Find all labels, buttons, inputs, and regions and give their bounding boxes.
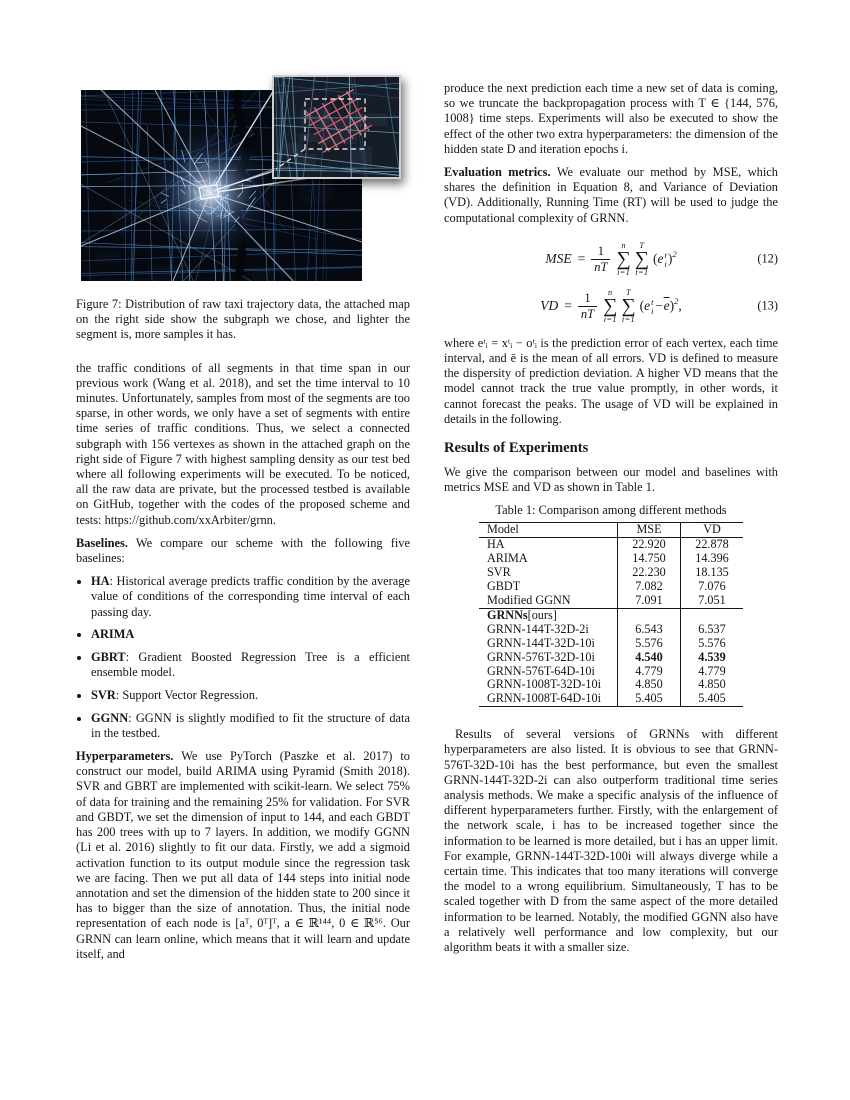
equation-vd [444,283,778,330]
vd-cell: 7.051 [681,594,744,608]
equals-sign: = [564,298,572,314]
header-vd: VD [681,523,744,538]
vd-cell: 5.405 [681,692,744,706]
sigma-icon: ∑ [616,247,631,270]
sum-symbol: n ∑ i=1 [616,240,631,277]
mse-cell [618,608,681,622]
subgraph-inset-map [274,77,399,177]
mse-cell: 5.405 [618,692,681,706]
table-row [479,678,743,692]
model-cell: GRNN-576T-64D-10i [487,663,595,678]
list-item-arima [91,627,410,642]
mse-cell: 4.540 [618,651,681,665]
equals-sign: = [577,251,586,267]
equation-number: (13) [757,298,778,313]
hyperparameters-text: We use PyTorch (Paszke et al. 2017) to construct our model, build ARIMA using Pyramid (Smith 2018). SVR and GBRT are implemented with scikit-learn. We select 75% of data for training and the remaining 25% for validation. For SVR and GBDT, we set the dimension of input to 144, and each GBDT has 200 trees with up to 7 layers. In addition, we modify GGNN (Li et al. 2016) slightly to fit our data. Firstly, we add a sigmoid activation function to its output module since the regression task we are facing. Then we put all data of 144 steps into initial node annotation and set the dimension of the hidden state to 200 since it has to bigger than the size of annotation. Thus, the initial node representation of each node is [aᵀ, 0ᵀ]ᵀ, a ∈ ℝ¹⁴⁴, 0 ∈ ℝ⁵⁶. Our GRNN can learn online, which means that it will learn and update itself, and [76,749,410,961]
list-item-gbrt [91,650,410,680]
baseline-term: GBRT [91,650,126,665]
model-cell: GRNN-144T-32D-10i [487,635,595,650]
table-row [479,566,743,580]
equations-block [444,236,778,330]
table-row [479,580,743,594]
right-column [444,81,778,963]
sum-symbol: T ∑ t=1 [621,287,636,324]
paragraph-results-analysis: Results of several versions of GRNNs with different hyperparameters are also listed. It is obvious to see that GRNN-576T-32D-10i has the best performance, but even the smallest GRNN-144T-32D-2i can also outperform traditional time series analysis methods. We make a specific analysis of the influence of different hyperparameters further. Firstly, with the enlargement of the network scale, i has to be increased together since the information to be learned is more detailed, but i has an upper limit. For example, GRNN-144T-32D-100i will always diverge while a certain time. This indicates that too many iterations will converge the model to a wrong equilibrium. Simultaneously, T has to be scaled together with D from the same aspect of the more detailed information to be learned. Notably, the modified GGNN also have a relatively well performance and low complexity, but our algorithm beats it with a smaller size. [444,727,778,955]
figure-7 [76,78,410,343]
vd-cell: 22.878 [681,538,744,552]
baseline-term: GGNN [91,710,129,725]
vd-cell [681,608,744,622]
model-cell: GRNNs[ours] [487,607,557,622]
fraction: $\frac{1}{nT}$ [578,291,597,321]
eq-lhs: MSE [545,251,572,267]
eq-term: ( e t i ) 2 [653,249,677,270]
paragraph-baselines [76,536,410,566]
table-row [479,623,743,637]
eq-lhs: VD [540,298,559,314]
model-cell: ARIMA [487,551,528,566]
sigma-icon: ∑ [621,294,636,317]
table-header-row [479,523,743,538]
baselines-lead: Baselines. [76,535,128,550]
baselines-list [76,574,410,741]
mse-cell: 5.576 [618,637,681,651]
baseline-desc: : Historical average predicts traffic condition by the average value of conditions of the corresponding time interval of each passing day. [91,574,410,619]
table-1-caption: Table 1: Comparison among different methods [495,503,727,518]
model-cell: Modified GGNN [487,592,571,607]
paragraph-vd-definition: where eᵗᵢ = xᵗᵢ − oᵗᵢ is the prediction error of each vertex, each time interval, and ē is the mean of all errors. VD is defined to measure the dispersity of prediction deviation. A higher VD means that the model cannot track the true value promptly, in other words, it cannot forecast the peaks. The usage of VD will be explained in details in the following. [444,335,778,426]
paragraph-hyperparameters [76,749,410,962]
header-mse: MSE [618,523,681,538]
figure-7-artwork [76,78,410,284]
comparison-table [479,522,743,707]
hyperparameters-lead: Hyperparameters. [76,749,174,764]
baseline-desc: : GGNN is slightly modified to fit the structure of data in the testbed. [91,710,410,740]
model-cell: GRNN-144T-32D-2i [487,621,589,636]
table-group-row [479,608,743,622]
paragraph-testbed: the traffic conditions of all segments in that time span in our previous work (Wang et al. 2018), and set the time interval to 10 minutes. Unfortunately, samples from most of the segments are too sparse, in other words, we only have a set of segments with entire time series of traffic conditions. Thus, we select a connected subgraph with 156 vertexes as shown in the attached graph on the right side of Figure 7 with highest sampling density as our test bed where all following experiments will be executed. To be noticed, all the raw data are private, but the processed testbed is available on GitHub, together with the codes of the proposed scheme and tests: https://github.com/xxArbiter/grnn. [76,360,410,527]
sum-symbol: n ∑ i=1 [603,287,618,324]
mse-cell: 14.750 [618,552,681,566]
mse-cell: 6.543 [618,623,681,637]
paragraph-truncation: produce the next prediction each time a new set of data is coming, so we truncate the backpropagation process with T ∈ {144, 576, 1008} time steps. Experiments will also be executed to show the effect of the other two extra hyperparameters: the dimension of the hidden state D and iteration epochs i. [444,81,778,156]
vd-cell: 5.576 [681,637,744,651]
baseline-desc: : Gradient Boosted Regression Tree is a efficient ensemble model. [91,650,410,680]
table-row [479,651,743,665]
model-cell: GRNN-1008T-32D-10i [487,677,601,692]
vd-cell: 7.076 [681,580,744,594]
vd-cell: 14.396 [681,552,744,566]
evaluation-metrics-text: We evaluate our method by MSE, which shares the definition in Equation 8, and Variance of Deviation (VD). Additionally, Running Time (RT) will be used to judge the computational complexity of GRNN. [444,165,778,225]
baseline-term: ARIMA [91,627,135,642]
figure-7-caption: Figure 7: Distribution of raw taxi trajectory data, the attached map on the right side show the subgraph we chose, and lighter the segment is, more samples it has. [76,297,410,342]
vd-cell: 4.779 [681,665,744,679]
list-item-ggnn [91,711,410,741]
baseline-desc: : Support Vector Regression. [115,687,259,702]
evaluation-metrics-lead: Evaluation metrics. [444,165,551,180]
mse-cell: 7.091 [618,594,681,608]
left-column [76,78,410,970]
vd-cell: 4.539 [681,651,744,665]
sigma-icon: ∑ [634,247,650,270]
model-cell: GBDT [487,579,521,594]
table-1 [444,503,778,707]
list-item-svr [91,688,410,703]
table-row [479,538,743,552]
subgraph-inset [272,75,401,179]
list-item-ha [91,574,410,620]
table-row [479,594,743,608]
model-cell: GRNN-1008T-64D-10i [487,691,601,706]
header-model: Model [487,522,519,537]
eq-term: ( e t i − $\overline{e}$ ) 2 , [639,296,682,317]
paragraph-evaluation-metrics [444,165,778,226]
equation-mse [444,236,778,283]
section-heading-results: Results of Experiments [444,440,589,457]
mse-cell: 7.082 [618,580,681,594]
mse-cell: 22.920 [618,538,681,552]
model-cell: HA [487,537,505,552]
sigma-icon: ∑ [603,294,618,317]
mse-cell: 4.850 [618,678,681,692]
model-cell: SVR [487,565,511,580]
sum-symbol: T ∑ t=1 [634,240,650,277]
table-row [479,665,743,679]
equation-number: (12) [757,251,778,266]
mse-cell: 22.230 [618,566,681,580]
baseline-term: HA [91,574,110,589]
vd-cell: 18.135 [681,566,744,580]
mse-cell: 4.779 [618,665,681,679]
baseline-term: SVR [91,687,116,702]
model-cell: GRNN-576T-32D-10i [487,649,595,664]
paragraph-results-intro: We give the comparison between our model and baselines with metrics MSE and VD as shown in Table 1. [444,465,778,495]
vd-cell: 4.850 [681,678,744,692]
table-row [479,692,743,706]
table-row [479,637,743,651]
vd-cell: 6.537 [681,623,744,637]
table-row [479,552,743,566]
fraction: $\frac{1}{nT}$ [591,244,610,274]
baselines-text: We compare our scheme with the following five baselines: [76,535,411,566]
